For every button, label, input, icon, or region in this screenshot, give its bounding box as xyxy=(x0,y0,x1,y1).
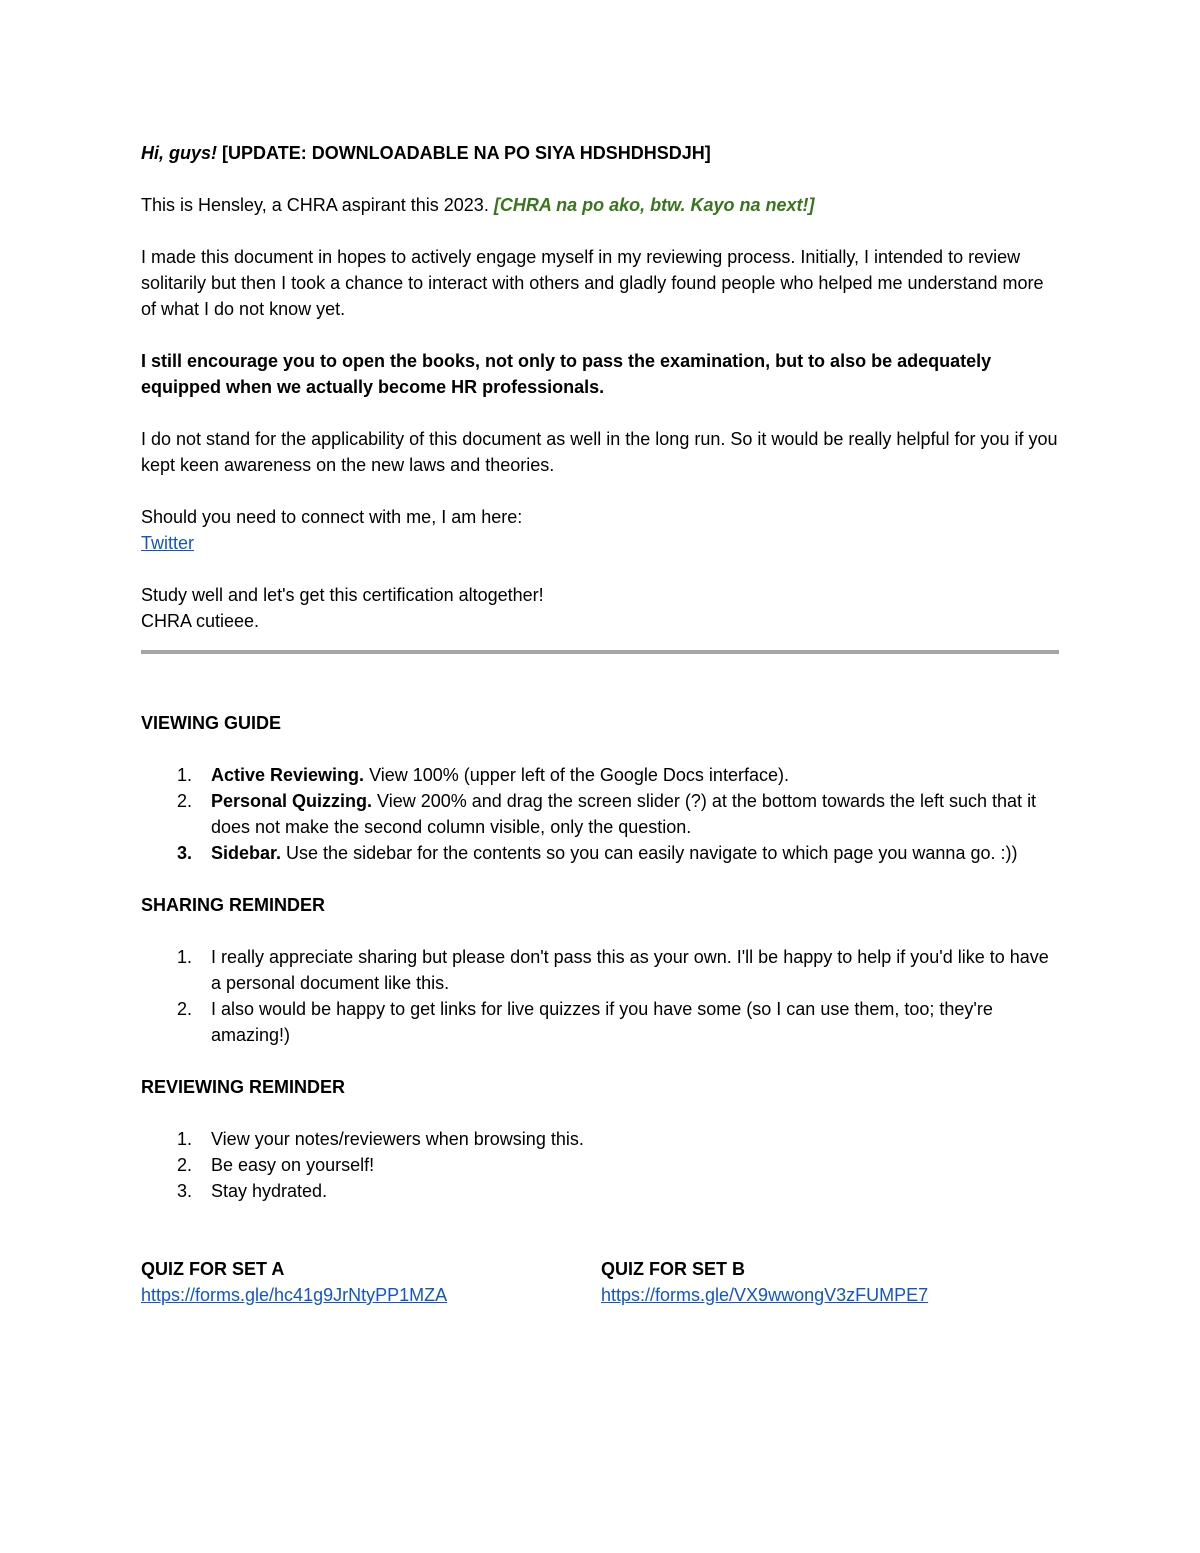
greeting: Hi, guys! xyxy=(141,143,218,163)
list-item: 3. Sidebar. Use the sidebar for the contents so you can easily navigate to which page you wanna go. :)) xyxy=(177,843,1018,863)
closing-line-2: CHRA cutieee. xyxy=(141,611,260,631)
reviewing-reminder-title: REVIEWING REMINDER xyxy=(141,1077,346,1097)
sharing-reminder-list xyxy=(141,944,1061,1048)
update-line xyxy=(141,140,1061,166)
connect-line: Should you need to connect with me, I am here: xyxy=(141,507,523,527)
quiz-links xyxy=(141,1256,1061,1308)
viewing-guide-title: VIEWING GUIDE xyxy=(141,713,282,733)
reviewing-reminder-list xyxy=(141,1126,1061,1204)
quiz-set-a xyxy=(141,1256,601,1308)
intro-note: [CHRA na po ako, btw. Kayo na next!] xyxy=(493,195,815,215)
paragraph-encourage: I still encourage you to open the books, not only to pass the examination, but to also be adequately equipped when we actually become HR professionals. xyxy=(141,351,992,397)
list-item: 2. Personal Quizzing. View 200% and drag the screen slider (?) at the bottom towards the left such that it does not make the second column visible, only the question. xyxy=(177,791,1037,837)
quiz-set-b-title: QUIZ FOR SET B xyxy=(601,1259,745,1279)
closing-line-1: Study well and let's get this certification altogether! xyxy=(141,585,544,605)
quiz-set-a-title: QUIZ FOR SET A xyxy=(141,1259,285,1279)
sharing-reminder-title: SHARING REMINDER xyxy=(141,895,326,915)
paragraph-purpose: I made this document in hopes to actively engage myself in my reviewing process. Initially, I intended to review solitarily but then I took a chance to interact with others and gladly found people who helped me understand more of what I do not know yet. xyxy=(141,247,1044,319)
intro-line xyxy=(141,192,1061,218)
update-banner: [UPDATE: DOWNLOADABLE NA PO SIYA HDSHDHSDJH] xyxy=(222,143,711,163)
quiz-set-b xyxy=(601,1256,1061,1308)
list-item: 1. Active Reviewing. View 100% (upper left of the Google Docs interface). xyxy=(177,765,789,785)
quiz-set-b-link[interactable]: https://forms.gle/VX9wwongV3zFUMPE7 xyxy=(601,1285,929,1305)
list-item: 1. View your notes/reviewers when browsing this. xyxy=(177,1129,584,1149)
quiz-set-a-link[interactable]: https://forms.gle/hc41g9JrNtyPP1MZA xyxy=(141,1285,448,1305)
viewing-guide-list xyxy=(141,762,1061,866)
list-item: 2. I also would be happy to get links for live quizzes if you have some (so I can use them, too; they're amazing!) xyxy=(177,999,993,1045)
paragraph-disclaimer: I do not stand for the applicability of this document as well in the long run. So it would be really helpful for you if you kept keen awareness on the new laws and theories. xyxy=(141,429,1058,475)
list-item: 3. Stay hydrated. xyxy=(177,1181,328,1201)
intro-text: This is Hensley, a CHRA aspirant this 2023. xyxy=(141,195,489,215)
list-item: 2. Be easy on yourself! xyxy=(177,1155,375,1175)
list-item: 1. I really appreciate sharing but please don't pass this as your own. I'll be happy to help if you'd like to have a personal document like this. xyxy=(177,947,1049,993)
twitter-link[interactable]: Twitter xyxy=(141,533,195,553)
document-body xyxy=(141,140,1061,1308)
